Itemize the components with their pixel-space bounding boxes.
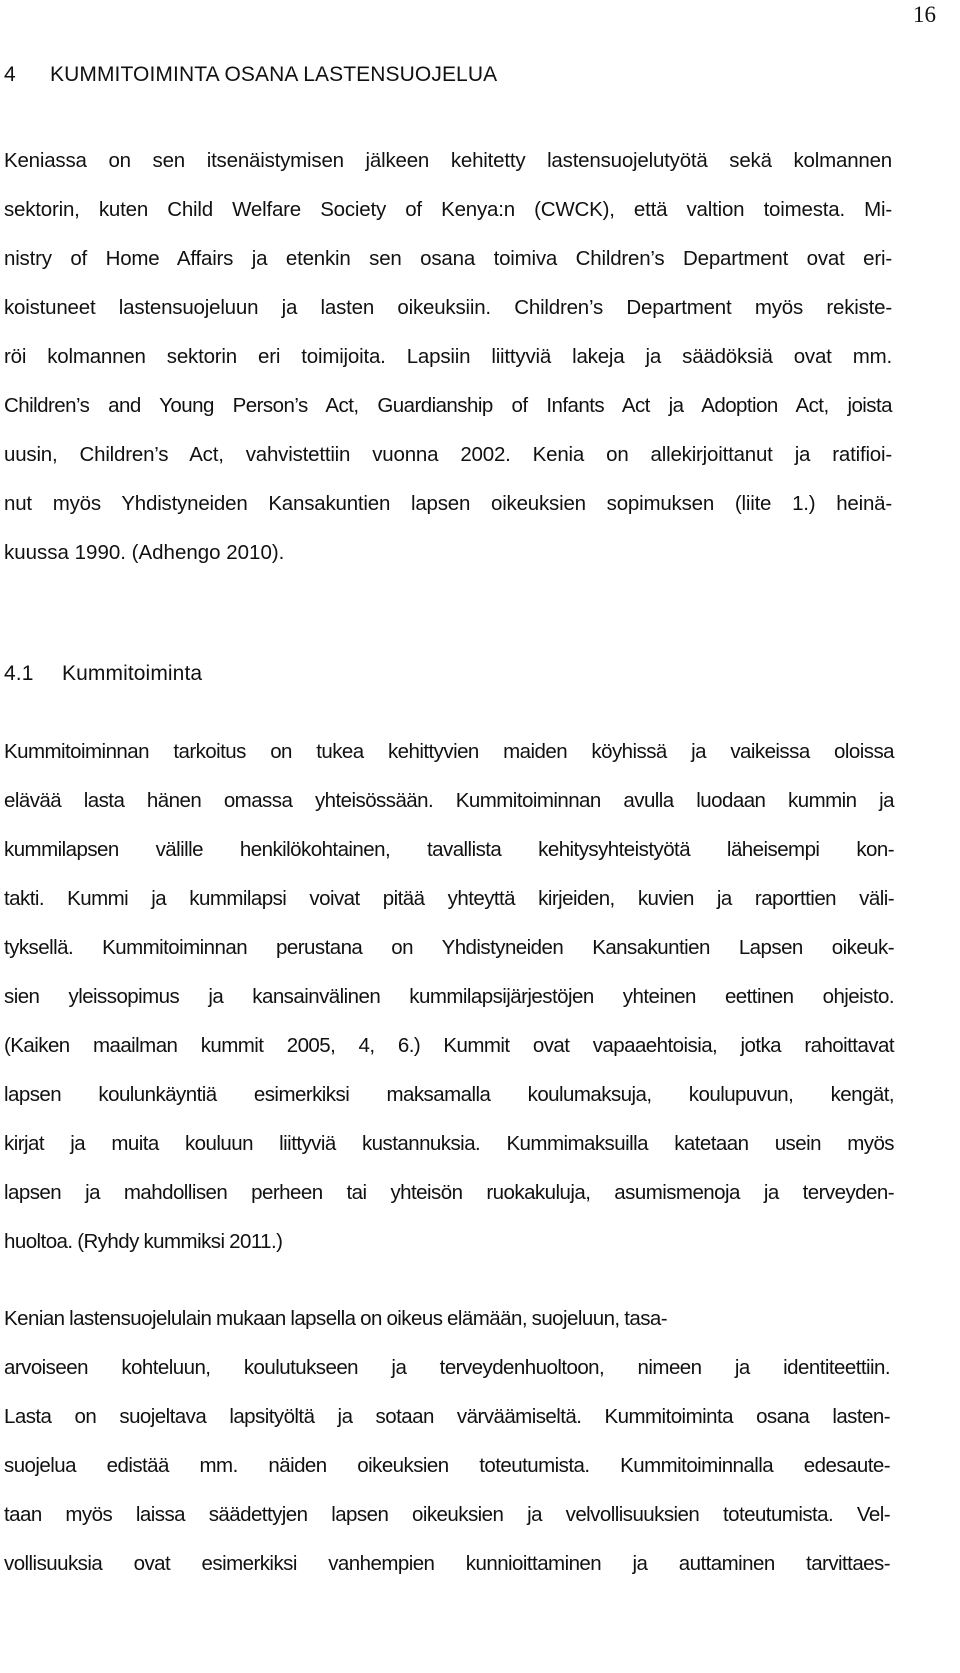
paragraph-line: Keniassa on sen itsenäistymisen jälkeen kehitetty lastensuojelutyötä sekä kolmannen bbox=[4, 149, 892, 172]
paragraph-line: Kummitoiminnan tarkoitus on tukea kehittyvien maiden köyhissä ja vaikeissa oloissa bbox=[4, 740, 894, 763]
paragraph-line: vollisuuksia ovat esimerkiksi vanhempien kunnioittaminen ja auttaminen tarvittaes- bbox=[4, 1552, 890, 1575]
paragraph-line: Kenian lastensuojelulain mukaan lapsella on oikeus elämään, suojeluun, tasa- bbox=[4, 1307, 668, 1330]
paragraph-line: takti. Kummi ja kummilapsi voivat pitää yhteyttä kirjeiden, kuvien ja raporttien väli- bbox=[4, 887, 894, 910]
section-title: KUMMITOIMINTA OSANA LASTENSUOJELUA bbox=[50, 63, 498, 86]
paragraph-line: kummilapsen välille henkilökohtainen, tavallista kehitysyhteistyötä läheisempi kon- bbox=[4, 838, 894, 861]
paragraph-line: Children’s and Young Person’s Act, Guardianship of Infants Act ja Adoption Act, joista bbox=[4, 394, 892, 417]
paragraph-line: (Kaiken maailman kummit 2005, 4, 6.) Kummit ovat vapaaehtoisia, jotka rahoittavat bbox=[4, 1034, 894, 1057]
subsection-heading bbox=[4, 661, 934, 687]
paragraph-line: nistry of Home Affairs ja etenkin sen osana toimiva Children’s Department ovat eri- bbox=[4, 247, 892, 270]
section-number: 4 bbox=[4, 63, 16, 86]
paragraph-line: sien yleissopimus ja kansainvälinen kummilapsijärjestöjen yhteinen eettinen ohjeisto. bbox=[4, 985, 894, 1008]
paragraph-line: suojelua edistää mm. näiden oikeuksien toteutumista. Kummitoiminnalla edesaute- bbox=[4, 1454, 890, 1477]
paragraph-1 bbox=[4, 148, 892, 589]
paragraph-line: kirjat ja muita kouluun liittyviä kustannuksia. Kummimaksuilla katetaan usein myös bbox=[4, 1132, 894, 1155]
paragraph-line: huoltoa. (Ryhdy kummiksi 2011.) bbox=[4, 1230, 283, 1253]
subsection-title: Kummitoiminta bbox=[62, 662, 203, 685]
subsection-number: 4.1 bbox=[4, 662, 34, 685]
page-number: 16 bbox=[913, 2, 936, 27]
paragraph-line: röi kolmannen sektorin eri toimijoita. Lapsiin liittyviä lakeja ja säädöksiä ovat mm. bbox=[4, 345, 892, 368]
paragraph-line: nut myös Yhdistyneiden Kansakuntien lapsen oikeuksien sopimuksen (liite 1.) heinä- bbox=[4, 492, 892, 515]
paragraph-line: Lasta on suojeltava lapsityöltä ja sotaan värväämiseltä. Kummitoiminta osana lasten- bbox=[4, 1405, 890, 1428]
section-heading bbox=[4, 62, 934, 88]
paragraph-2 bbox=[4, 739, 894, 1278]
paragraph-line: lapsen koulunkäyntiä esimerkiksi maksamalla koulumaksuja, koulupuvun, kengät, bbox=[4, 1083, 894, 1106]
paragraph-line: lapsen ja mahdollisen perheen tai yhteisön ruokakuluja, asumismenoja ja terveyden- bbox=[4, 1181, 894, 1204]
paragraph-3 bbox=[4, 1306, 890, 1600]
paragraph-line: koistuneet lastensuojeluun ja lasten oikeuksiin. Children’s Department myös rekiste- bbox=[4, 296, 892, 319]
paragraph-line: uusin, Children’s Act, vahvistettiin vuonna 2002. Kenia on allekirjoittanut ja ratifioi- bbox=[4, 443, 892, 466]
paragraph-line: taan myös laissa säädettyjen lapsen oikeuksien ja velvollisuuksien toteutumista. Vel- bbox=[4, 1503, 890, 1526]
paragraph-line: arvoiseen kohteluun, koulutukseen ja terveydenhuoltoon, nimeen ja identiteettiin. bbox=[4, 1356, 890, 1379]
paragraph-line: sektorin, kuten Child Welfare Society of Kenya:n (CWCK), että valtion toimesta. Mi- bbox=[4, 198, 892, 221]
paragraph-line: tyksellä. Kummitoiminnan perustana on Yhdistyneiden Kansakuntien Lapsen oikeuk- bbox=[4, 936, 894, 959]
paragraph-line: kuussa 1990. (Adhengo 2010). bbox=[4, 541, 285, 564]
paragraph-line: elävää lasta hänen omassa yhteisössään. Kummitoiminnan avulla luodaan kummin ja bbox=[4, 789, 894, 812]
